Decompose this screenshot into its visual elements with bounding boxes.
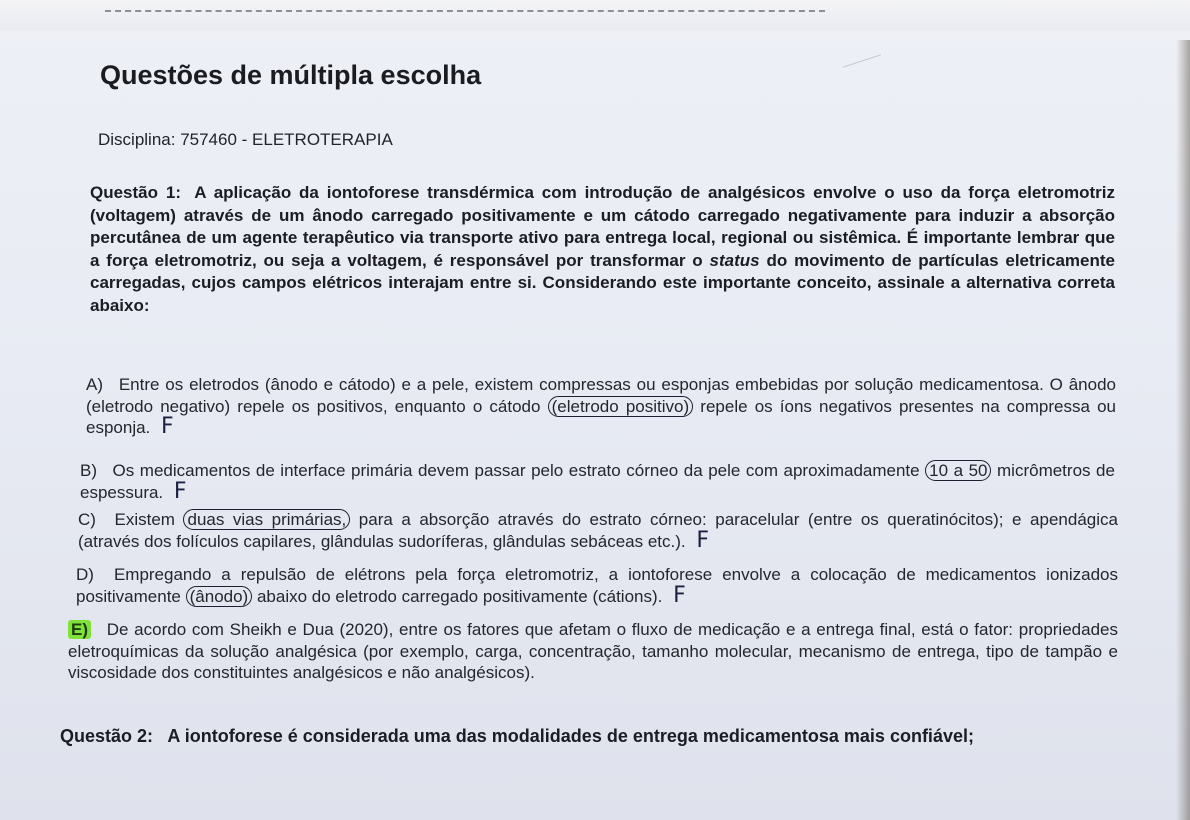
circled-annotation: (ânodo) [186,586,253,607]
option-text: Empregando a repulsão de elétrons pela força eletromotriz, a iontoforese envolve a colocação de medicamentos ionizados positivamente [76,565,1118,606]
option-letter: C) [78,510,96,529]
question-2-statement [60,726,1125,747]
option-e[interactable] [68,619,1118,684]
circled-annotation: (eletrodo positivo) [548,396,694,417]
page-title: Questões de múltipla escolha [100,60,482,90]
false-mark: F [696,527,709,553]
question-2-label: Questão 2: [60,726,154,746]
option-c[interactable] [78,509,1118,552]
option-letter: B) [80,461,97,480]
question-1-label: Questão 1: [90,183,181,202]
option-letter: A) [86,375,103,394]
option-text: Os medicamentos de interface primária devem passar pelo estrato córneo da pele com aproximadamente [112,461,920,480]
question-1-text-b: do movimento de partículas eletricamente carregadas, cujos campos elétricos interajam entre si. Considerando este importante conceito, assinale a alternativa correta abaixo: [90,250,1115,315]
question-1-statement [90,182,1115,317]
false-mark: F [173,478,187,504]
option-b[interactable] [80,460,1115,503]
option-d[interactable] [76,564,1118,607]
option-text-continued: micrômetros de espessura. [80,461,1115,502]
question-1-text-italic: status [709,250,760,270]
false-mark: F [161,414,174,439]
highlighted-option-letter: E) [68,620,91,639]
circled-annotation: 10 a 50 [925,460,991,481]
discipline-line: Disciplina: 757460 - ELETROTERAPIA [98,130,393,149]
pencil-scribble [843,54,888,86]
false-mark: F [673,582,686,608]
option-text-continued: abaixo do eletrodo carregado positivamente (cátions). [256,586,663,606]
dashed-divider [105,10,825,12]
option-text: Entre os eletrodos (ânodo e cátodo) e a pele, existem compressas ou esponjas embebidas por solução medicamentosa. O ânodo (eletrodo negativo) repele os positivos, enquanto o cátodo [86,375,1116,416]
question-1-text-a: A aplicação da iontoforese transdérmica com introdução de analgésicos envolve o uso da força eletromotriz (voltagem) através de um ânodo carregado positivamente e um cátodo carregado negativamente para induzir a absorção percutânea de um agente terapêutico via transporte ativo para entrega local, regional ou sistêmica. É importante lembrar que a força eletromotriz, ou seja a voltagem, é responsável por transformar o [90,183,1115,270]
question-2-text: A iontoforese é considerada uma das modalidades de entrega medicamentosa mais confiável; [167,726,974,746]
page-top-edge [0,0,1190,30]
page-shadow [1176,40,1190,820]
option-letter: D) [76,565,94,584]
option-text: Existem [114,510,175,529]
option-a[interactable] [86,374,1116,439]
option-text-continued: para a absorção através do estrato córneo: paracelular (entre os queratinócitos); e apendágica (através dos folículos capilares, glândulas sudoríferas, glândulas sebáceas etc.). [78,510,1118,551]
circled-annotation: duas vias primárias, [183,509,350,530]
option-text-continued: repele os íons negativos presentes na compressa ou esponja. [86,396,1116,437]
option-text: De acordo com Sheikh e Dua (2020), entre os fatores que afetam o fluxo de medicação e a entrega final, está o fator: propriedades eletroquímicas da solução analgésica (por exemplo, carga, concentração, tamanho molecular, mecanismo de entrega, tipo de tampão e viscosidade dos constituintes analgésicos e não analgésicos). [68,620,1118,682]
